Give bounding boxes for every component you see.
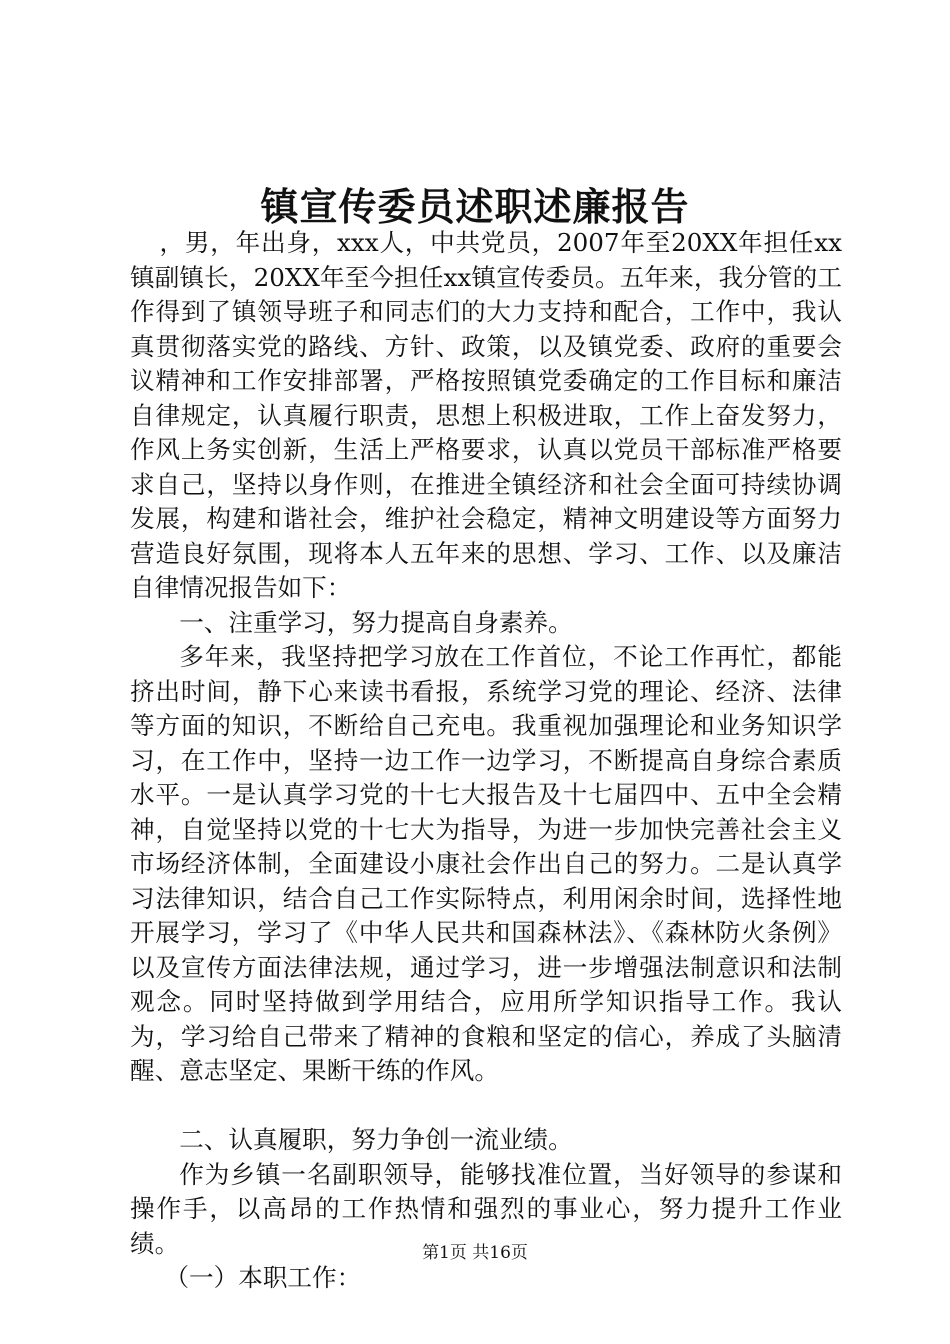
page-number-footer: 第1页 共16页 (422, 1243, 528, 1263)
paragraph-gap (130, 1089, 842, 1124)
paragraph-study: 多年来，我坚持把学习放在工作首位，不论工作再忙，都能挤出时间，静下心来读书看报，系统学习党的理论、经济、法律等方面的知识，不断给自己充电。我重视加强理论和业务知识学习，在工作中，坚持一边工作一边学习，不断提高自身综合素质水平。一是认真学习党的十七大报告及十七届四中、五中全会精神，自觉坚持以党的十七大为指导，为进一步加快完善社会主义市场经济体制，全面建设小康社会作出自己的努力。二是认真学习法律知识，结合自己工作实际特点，利用闲余时间，选择性地开展学习，学习了《中华人民共和国森林法》、《森林防火条例》以及宣传方面法律法规，通过学习，进一步增强法制意识和法制观念。同时坚持做到学用结合，应用所学知识指导工作。我认为，学习给自己带来了精神的食粮和坚定的信心，养成了头脑清醒、意志坚定、果断干练的作风。 (130, 642, 842, 1085)
paragraph-duty: 作为乡镇一名副职领导，能够找准位置，当好领导的参谋和操作手，以高昂的工作热情和强烈的事业心，努力提升工作业绩。 (130, 1159, 842, 1258)
subsection-heading-1: （一）本职工作： (164, 1263, 362, 1292)
section-heading-1: 一、注重学习，努力提高自身素养。 (179, 607, 573, 637)
document-body (130, 226, 842, 1296)
section-heading-2: 二、认真履职，努力争创一流业绩。 (179, 1125, 573, 1154)
document-title: 镇宣传委员述职述廉报告 (260, 184, 690, 229)
paragraph-intro: ，男，年出身，xxx人，中共党员，2007年至20XX年担任xx镇副镇长，20XX年至今担任xx镇宣传委员。五年来，我分管的工作得到了镇领导班子和同志们的大力支持和配合，工作中，我认真贯彻落实党的路线、方针、政策，以及镇党委、政府的重要会议精神和工作安排部署，严格按照镇党委确定的工作目标和廉洁自律规定，认真履行职责，思想上积极进取，工作上奋发努力，作风上务实创新，生活上严格要求，认真以党员干部标准严格要求自己，坚持以身作则，在推进全镇经济和社会全面可持续协调发展，构建和谐社会，维护社会稳定，精神文明建设等方面努力营造良好氛围，现将本人五年来的思想、学习、工作、以及廉洁自律情况报告如下： (130, 228, 842, 602)
